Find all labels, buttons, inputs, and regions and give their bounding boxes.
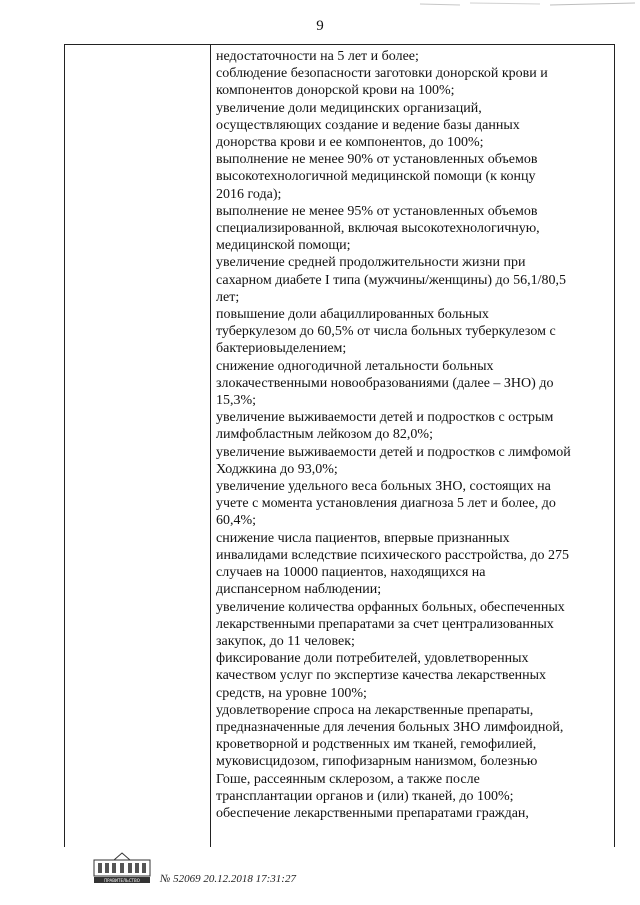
document-table [64, 44, 615, 847]
text-line: снижение одногодичной летальности больных [216, 358, 494, 374]
text-line: недостаточности на 5 лет и более; [216, 49, 419, 64]
text-line: злокачественными новообразованиями (далее – ЗНО) до [216, 375, 554, 391]
text-line: фиксирование доли потребителей, удовлетворенных [216, 651, 529, 667]
content-text [216, 48, 612, 822]
footer [0, 846, 640, 905]
text-line: бактериовыделением; [216, 341, 347, 357]
text-line: увеличение выживаемости детей и подростков с лимфомой [216, 444, 571, 460]
text-line: учете с момента установления диагноза 5 лет и более, до [216, 496, 556, 512]
text-line: высокотехнологичной медицинской помощи (к концу [216, 169, 536, 185]
text-line: 2016 года); [216, 186, 282, 202]
text-line: Ходжкина до 93,0%; [216, 461, 338, 477]
text-line: снижение числа пациентов, впервые признанных [216, 530, 510, 546]
text-line: кроветворной и родственных им тканей, гемофилией, [216, 737, 537, 753]
text-line: Гоше, рассеянным склерозом, а также после [216, 771, 480, 787]
text-line: средств, на уровне 100%; [216, 685, 367, 701]
text-line: медицинской помощи; [216, 238, 351, 254]
text-line: 60,4%; [216, 513, 257, 529]
text-line: обеспечение лекарственными препаратами граждан, [216, 805, 529, 821]
government-logo-icon [92, 852, 152, 884]
text-line: соблюдение безопасности заготовки донорской крови и [216, 66, 548, 82]
table-right-column [210, 45, 615, 847]
text-line: донорства крови и ее компонентов, до 100%; [216, 135, 484, 151]
text-line: увеличение средней продолжительности жизни при [216, 255, 526, 271]
text-line: 15,3%; [216, 393, 257, 409]
page-number: 9 [316, 18, 324, 34]
text-line: предназначенные для лечения больных ЗНО лимфоидной, [216, 719, 564, 735]
text-line: туберкулезом до 60,5% от числа больных туберкулезом с [216, 324, 556, 340]
text-line: лимфобластным лейкозом до 82,0%; [216, 427, 433, 443]
text-line: диспансерном наблюдении; [216, 582, 382, 598]
text-line: лет; [216, 289, 240, 305]
table-left-column [64, 45, 211, 847]
svg-text:ПРАВИТЕЛЬСТВО: ПРАВИТЕЛЬСТВО [104, 878, 140, 883]
text-line: увеличение количества орфанных больных, обеспеченных [216, 599, 565, 615]
text-line: увеличение удельного веса больных ЗНО, состоящих на [216, 479, 551, 495]
text-line: сахарном диабете I типа (мужчины/женщины) до 56,1/80,5 [216, 272, 567, 288]
registration-stamp: № 52069 20.12.2018 17:31:27 [160, 873, 296, 885]
text-line: лекарственными препаратами за счет централизованных [216, 616, 554, 632]
scan-noise [400, 0, 640, 12]
text-line: осуществляющих создание и ведение базы данных [216, 117, 520, 133]
text-line: специализированной, включая высокотехнологичную, [216, 221, 540, 237]
text-line: выполнение не менее 95% от установленных объемов [216, 203, 538, 219]
text-line: выполнение не менее 90% от установленных объемов [216, 152, 538, 168]
text-line: трансплантации органов и (или) тканей, до 100%; [216, 788, 514, 804]
text-line: компонентов донорской крови на 100%; [216, 83, 455, 99]
text-line: увеличение доли медицинских организаций, [216, 100, 482, 116]
text-line: закупок, до 11 человек; [216, 633, 355, 649]
text-line: качеством услуг по экспертизе качества лекарственных [216, 668, 547, 684]
text-line: увеличение выживаемости детей и подростков с острым [216, 410, 554, 426]
text-line: муковисцидозом, гипофизарным нанизмом, болезнью [216, 754, 538, 770]
text-line: инвалидами вследствие психического расстройства, до 275 [216, 547, 569, 563]
text-line: случаев на 10000 пациентов, находящихся на [216, 565, 486, 581]
text-line: удовлетворение спроса на лекарственные препараты, [216, 702, 534, 718]
text-line: повышение доли абациллированных больных [216, 307, 489, 323]
